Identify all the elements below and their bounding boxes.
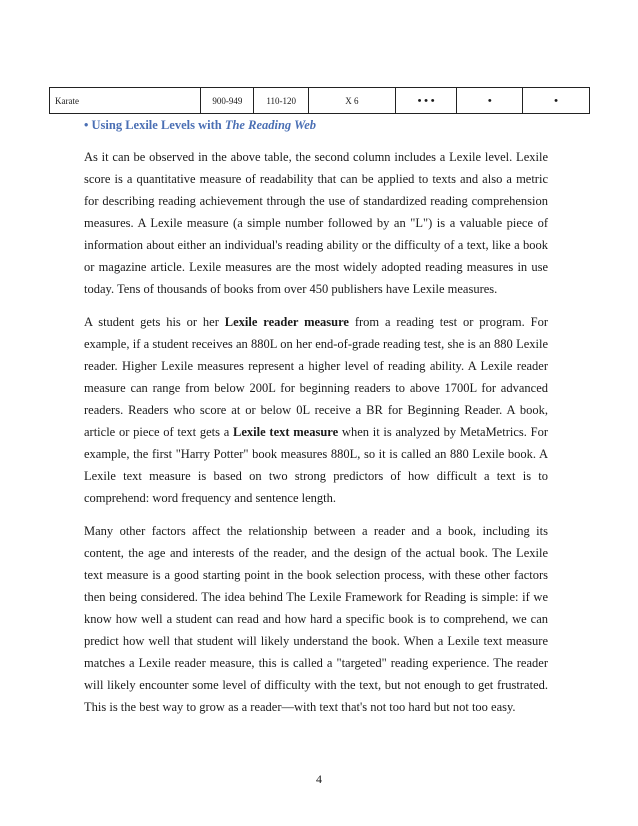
paragraph-2-text-a: A student gets his or her	[84, 315, 225, 329]
table-cell-lexile: 900-949	[201, 88, 254, 113]
paragraph-3: Many other factors affect the relationship between a reader and a book, including its content, the age and interests of the reader, and the design of the actual book. The Lexile text measure is a good starting point in the book selection process, with these other factors then being considered. The idea behind The Lexile Framework for Reading is simple: if we know how well a student can read and how hard a specific book is to comprehend, we can predict how well that student will likely understand the book. When a Lexile text measure matches a Lexile reader measure, this is called a "targeted" reading experience. The reader will likely encounter some level of difficulty with the text, but not enough to get frustrated. This is the best way to grow as a reader—with text that's not too hard but not too easy.	[84, 524, 548, 714]
body-text	[84, 146, 548, 729]
table-cell-marks-2: •	[457, 88, 523, 113]
term-lexile-reader-measure: Lexile reader measure	[224, 315, 349, 329]
section-heading	[84, 118, 316, 133]
table-cell-marks-1: • • •	[396, 88, 458, 113]
table-cell-activity: Karate	[50, 88, 201, 113]
table-row	[49, 87, 590, 114]
table-cell-grade: X 6	[309, 88, 396, 113]
paragraph-2-text-c: from a reading test or program. For example, if a student receives an 880L on her end-of-grade reading test, she is an 880 Lexile reader. Higher Lexile measures represent a higher level of reading ability. A Lexile reader measure can range from below 200L for beginning readers to above 1700L for advanced readers. Readers who score at or below 0L receive a BR for Beginning Reader. A book, article or piece of text gets a	[84, 315, 549, 439]
paragraph-2	[84, 311, 548, 509]
table-cell-range: 110-120	[254, 88, 309, 113]
paragraph-1: As it can be observed in the above table, the second column includes a Lexile level. Lexile score is a quantitative measure of readability that can be applied to texts and also a metric for describing reading achievement through the use of standardized reading comprehension measures. A Lexile measure (a simple number followed by an "L") is a valuable piece of information about either an individual's reading ability or the difficulty of a text, like a book or magazine article. Lexile measures are the most widely adopted reading measures in use today. Tens of thousands of books from over 450 publishers have Lexile measures.	[84, 150, 548, 296]
paragraph-2-text-e: when it is analyzed by MetaMetrics. For example, the first "Harry Potter" book measures 880L, so it is called an 880 Lexile book. A Lexile text measure is based on two strong predictors of how difficult a text is to comprehend: word frequency and sentence length.	[84, 425, 548, 505]
term-lexile-text-measure: Lexile text measure	[233, 425, 339, 439]
table-cell-marks-3: •	[554, 94, 559, 107]
page-number: 4	[316, 772, 322, 786]
heading-italic-title: The Reading Web	[224, 118, 317, 132]
heading-text: • Using Lexile Levels with	[84, 118, 225, 132]
